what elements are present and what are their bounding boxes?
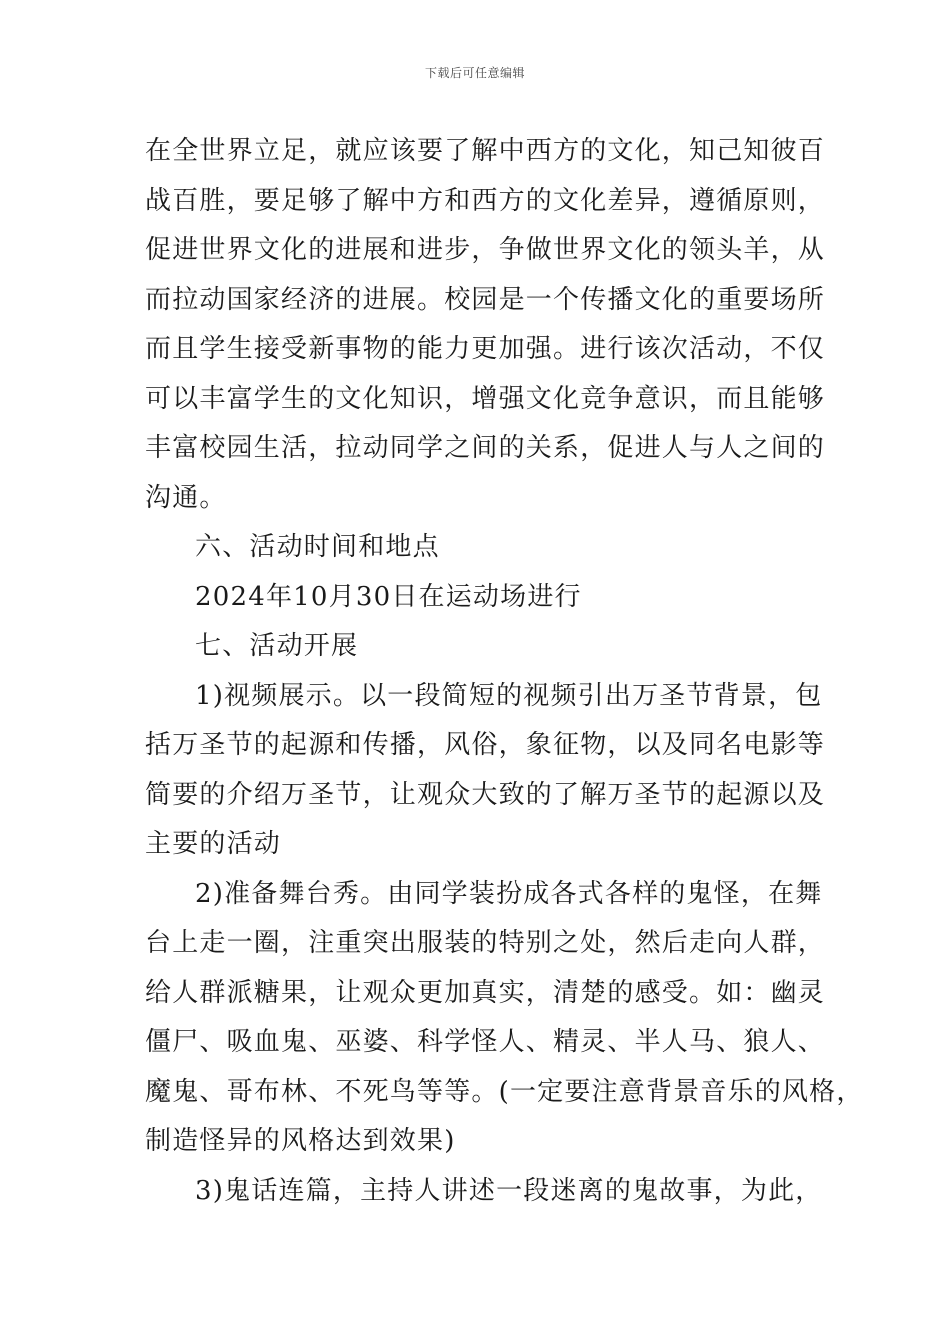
page-header: 下载后可任意编辑 xyxy=(424,66,525,80)
body-line: 给人群派糖果，让观众更加真实，清楚的感受。如：幽灵 xyxy=(145,978,826,1008)
body-line: 括万圣节的起源和传播，风俗，象征物，以及同名电影等 xyxy=(145,730,826,760)
body-line: 主要的活动 xyxy=(145,829,282,859)
body-line: 制造怪异的风格达到效果) xyxy=(145,1126,456,1156)
body-line: 沟通。 xyxy=(145,483,227,513)
body-line: 丰富校园生活，拉动同学之间的关系，促进人与人之间的 xyxy=(145,433,826,463)
section-heading: 六、活动时间和地点 xyxy=(195,532,440,562)
body-line: 而且学生接受新事物的能力更加强。进行该次活动，不仅 xyxy=(145,334,826,364)
body-line: 简要的介绍万圣节，让观众大致的了解万圣节的起源以及 xyxy=(145,780,826,810)
body-line: 而拉动国家经济的进展。校园是一个传播文化的重要场所 xyxy=(145,285,826,315)
body-line: 可以丰富学生的文化知识，增强文化竞争意识，而且能够 xyxy=(145,384,826,414)
body-line: 魔鬼、哥布林、不死鸟等等。(一定要注意背景音乐的风格， xyxy=(145,1077,864,1107)
section-heading: 七、活动开展 xyxy=(195,631,359,661)
body-line: 僵尸、吸血鬼、巫婆、科学怪人、精灵、半人马、狼人、 xyxy=(145,1027,826,1057)
body-line: 在全世界立足，就应该要了解中西方的文化，知己知彼百 xyxy=(145,136,826,166)
body-line: 促进世界文化的进展和进步，争做世界文化的领头羊，从 xyxy=(145,235,826,265)
body-line: 1)视频展示。以一段简短的视频引出万圣节背景，包 xyxy=(195,681,823,711)
event-date-line: 2024年10月30日在运动场进行 xyxy=(195,582,582,612)
body-line: 战百胜，要足够了解中方和西方的文化差异，遵循原则， xyxy=(145,186,826,216)
body-line: 2)准备舞台秀。由同学装扮成各式各样的鬼怪，在舞 xyxy=(195,879,823,909)
body-line: 3)鬼话连篇，主持人讲述一段迷离的鬼故事，为此， xyxy=(195,1176,823,1206)
body-line: 台上走一圈，注重突出服装的特别之处，然后走向人群， xyxy=(145,928,826,958)
